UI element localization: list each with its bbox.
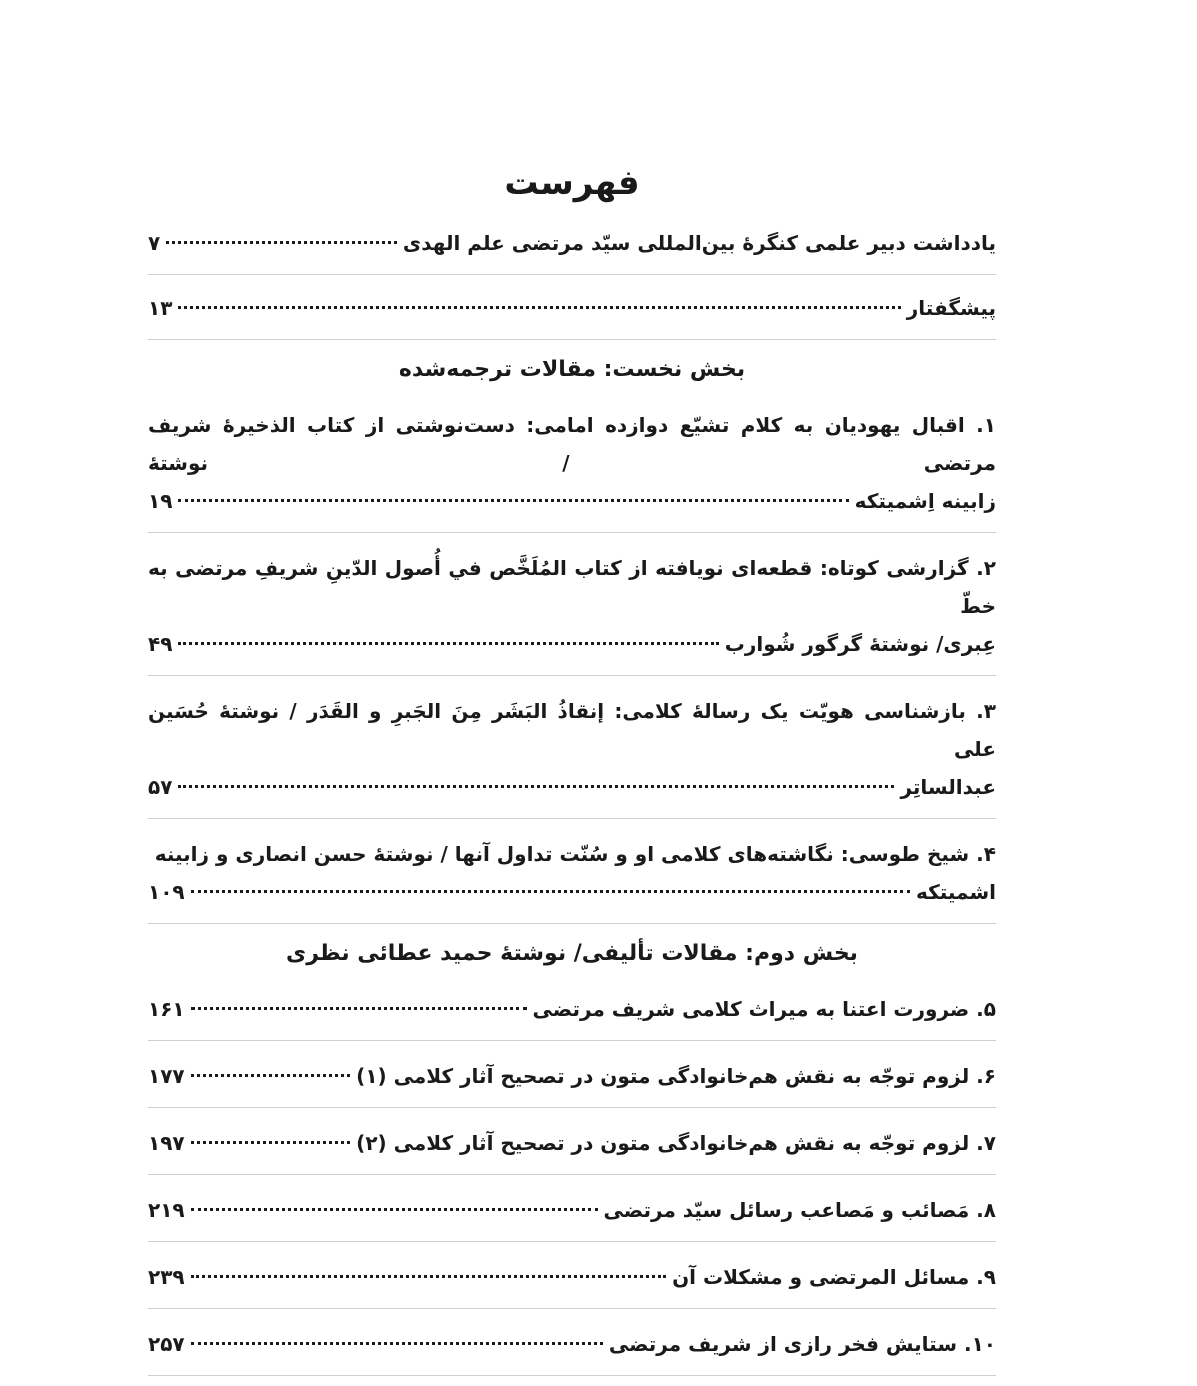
dot-leader [178, 306, 900, 309]
toc-entry-text-continued: زابینه اِشمیتکه [854, 489, 996, 513]
dot-leader [191, 1208, 598, 1211]
page-title: فهرست [504, 163, 640, 203]
toc-entry-text-continued: عِبری/ نوشتهٔ گرگور شُوارب [724, 632, 996, 656]
dot-leader [178, 785, 894, 788]
toc-page-number: ۱۳ [148, 296, 173, 320]
toc-page-number: ۲۵۷ [148, 1332, 185, 1356]
dot-leader [178, 499, 848, 502]
dot-leader [166, 241, 397, 244]
toc-page-number: ۱۶۱ [148, 997, 185, 1021]
toc-page-number: ۲۱۹ [148, 1198, 185, 1222]
toc-page-number: ۲۳۹ [148, 1265, 185, 1289]
toc-page-number: ۱۰۹ [148, 880, 185, 904]
toc-entry-text: پیشگفتار [906, 296, 996, 320]
toc-page-number: ۱۷۷ [148, 1064, 185, 1088]
toc-entry[interactable] [148, 686, 996, 819]
toc-page-number: ۴۹ [148, 632, 173, 656]
toc-entry-text: ۳. بازشناسی هویّت یک رسالهٔ کلامی: إنقاذُ البَشَر مِنَ الجَبرِ و القَدَر / نوشتهٔ حُسَین علی [148, 699, 996, 761]
toc-entry[interactable] [148, 1319, 996, 1376]
toc-entry[interactable] [148, 285, 996, 340]
toc-entry[interactable] [148, 1252, 996, 1309]
toc-entry-text: ۷. لزوم توجّه به نقش هم‌خانوادگی متون در تصحیح آثار کلامی (۲) [356, 1131, 996, 1155]
section-heading-part1: بخش نخست: مقالات ترجمه‌شده [398, 357, 746, 382]
dot-leader [191, 1275, 666, 1278]
dot-leader [191, 1007, 527, 1010]
toc-page [148, 158, 996, 1386]
toc-entry-text: ۱. اقبال یهودیان به کلام تشیّع دوازده امامی: دست‌نوشتی از کتاب الذخیرهٔ شریف مرتضی / نوشتهٔ [148, 413, 996, 475]
toc-page-number: ۷ [148, 231, 161, 255]
dot-leader [178, 642, 718, 645]
toc-entry[interactable] [148, 1185, 996, 1242]
toc-entry-text: ۱۰. ستایش فخر رازی از شریف مرتضی [608, 1332, 996, 1356]
toc-entry[interactable] [148, 220, 996, 275]
toc-entry[interactable] [148, 984, 996, 1041]
toc-page-number: ۱۹ [148, 489, 173, 513]
toc-entry-text-continued: عبدالساتِر [900, 775, 996, 799]
dot-leader [191, 1342, 603, 1345]
toc-entry-text: ۴. شیخ طوسی: نگاشته‌های کلامی او و سُنّت تداول آنها / نوشتهٔ حسن انصاری و زابینه [154, 842, 996, 866]
toc-entry[interactable] [148, 400, 996, 533]
toc-page-number: ۵۷ [148, 775, 173, 799]
toc-entry-text: ۲. گزارشی کوتاه: قطعه‌ای نویافته از کتاب المُلَخَّص في أُصول الدّینِ شریفِ مرتضی به خطّ [148, 556, 996, 618]
toc-entry-text-continued: اشمیتکه [915, 880, 996, 904]
toc-entry[interactable] [148, 1051, 996, 1108]
toc-entry[interactable] [148, 1118, 996, 1175]
dot-leader [191, 890, 910, 893]
toc-entry-text: ۹. مسائل المرتضی و مشکلات آن [672, 1265, 996, 1289]
toc-entry[interactable] [148, 829, 996, 924]
toc-entry-text: یادداشت دبیر علمی کنگرهٔ بین‌المللی سیّد مرتضی علم الهدی [402, 231, 996, 255]
toc-entry-text: ۵. ضرورت اعتنا به میراث کلامی شریف مرتضی [532, 997, 996, 1021]
toc-entry-text: ۸. مَصائب و مَصاعب رسائل سیّد مرتضی [603, 1198, 996, 1222]
toc-page-number: ۱۹۷ [148, 1131, 185, 1155]
section-heading-part2: بخش دوم: مقالات تألیفی/ نوشتهٔ حمید عطائی نظری [286, 941, 858, 966]
dot-leader [191, 1074, 351, 1077]
toc-entry-text: ۶. لزوم توجّه به نقش هم‌خانوادگی متون در تصحیح آثار کلامی (۱) [356, 1064, 996, 1088]
toc-entry[interactable] [148, 543, 996, 676]
dot-leader [191, 1141, 351, 1144]
